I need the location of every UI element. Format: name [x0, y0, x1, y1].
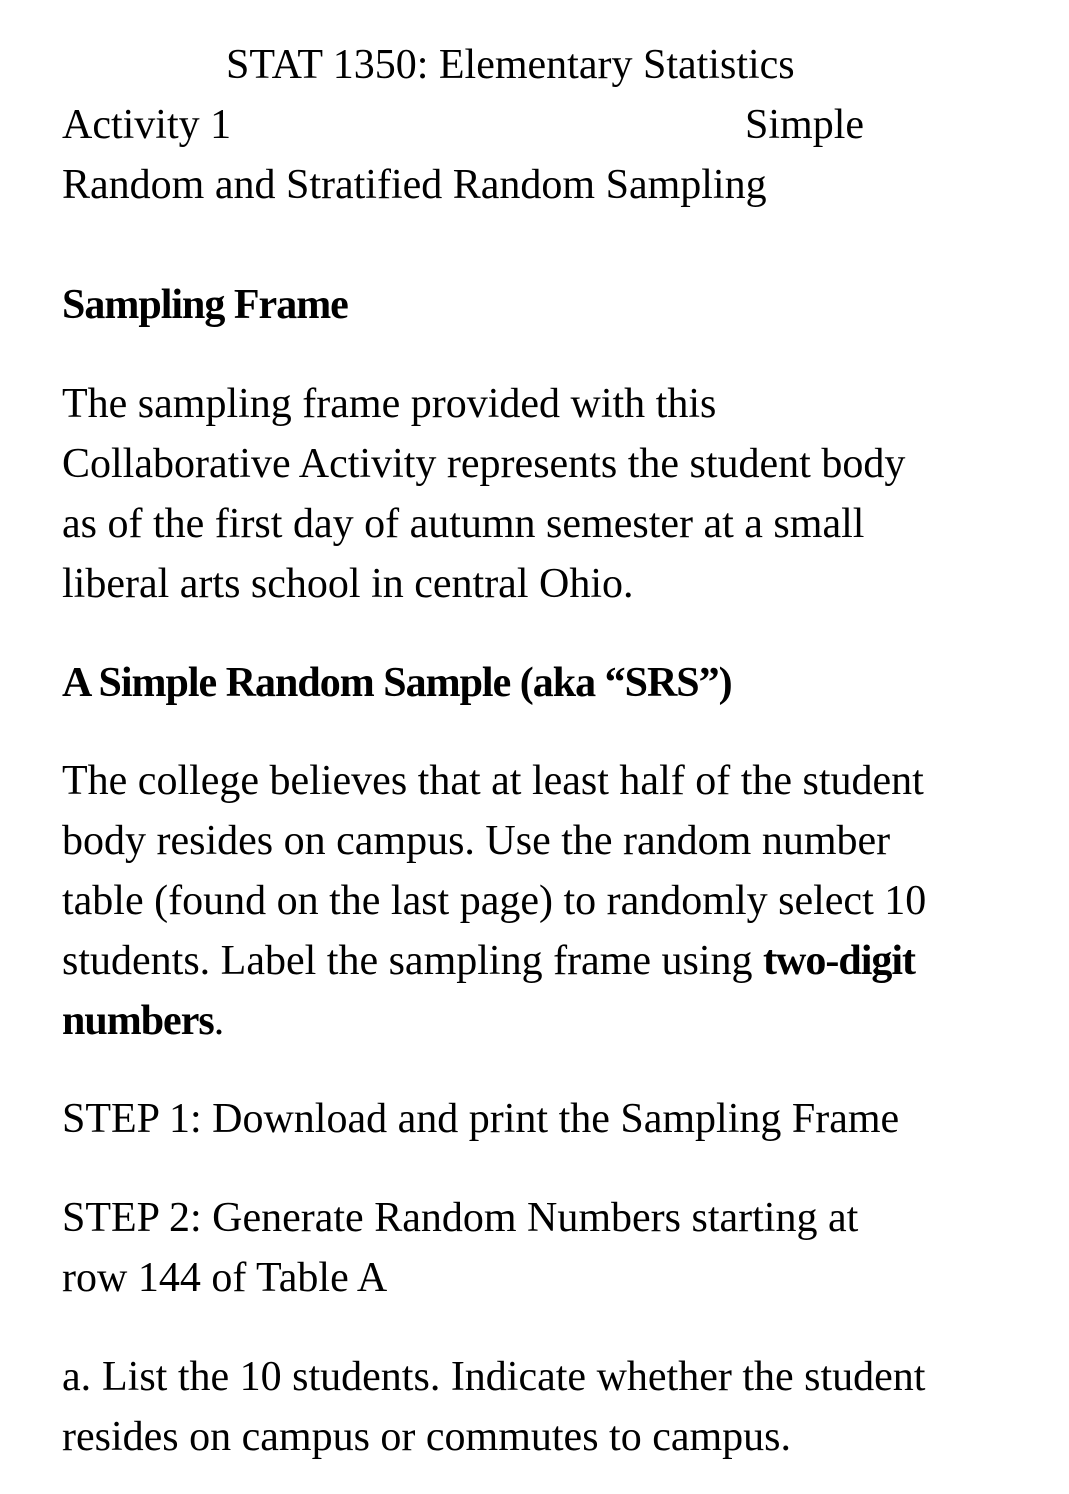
srs-line-5-suffix: . — [213, 998, 225, 1044]
item-a-text-1: List the 10 students. Indicate whether the student — [102, 1354, 926, 1400]
sampling-frame-line: as of the first day of autumn semester at a small — [62, 501, 865, 547]
srs-line-4-prefix: students. Label the sampling frame using — [62, 938, 764, 984]
srs-line: body resides on campus. Use the random number — [62, 818, 891, 864]
srs-line-4 — [62, 931, 915, 991]
srs-bold-two-digit: two-digit — [763, 938, 916, 984]
sampling-frame-line: The sampling frame provided with this — [62, 381, 717, 427]
sampling-frame-line: liberal arts school in central Ohio. — [62, 561, 634, 607]
sampling-frame-line: Collaborative Activity represents the student body — [62, 441, 906, 487]
srs-line: The college believes that at least half of the student — [62, 758, 924, 804]
srs-line: table (found on the last page) to randomly select 10 — [62, 878, 927, 924]
course-title: STAT 1350: Elementary Statistics — [226, 42, 795, 88]
srs-line-5 — [62, 991, 224, 1051]
srs-bold-numbers: numbers — [62, 998, 214, 1044]
step-2-line-2: row 144 of Table A — [62, 1255, 388, 1301]
item-a-marker: a. — [62, 1354, 92, 1400]
srs-heading: A Simple Random Sample (aka “SRS”) — [62, 660, 732, 706]
step-1: STEP 1: Download and print the Sampling Frame — [62, 1096, 900, 1142]
activity-title-part1: Simple — [745, 102, 865, 148]
item-a-line-2: resides on campus or commutes to campus. — [62, 1414, 792, 1460]
sampling-frame-heading: Sampling Frame — [62, 282, 348, 328]
activity-title-part2: Random and Stratified Random Sampling — [62, 162, 767, 208]
item-a-line-1 — [62, 1347, 925, 1407]
activity-label: Activity 1 — [62, 102, 232, 148]
step-2-line-1: STEP 2: Generate Random Numbers starting at — [62, 1195, 859, 1241]
